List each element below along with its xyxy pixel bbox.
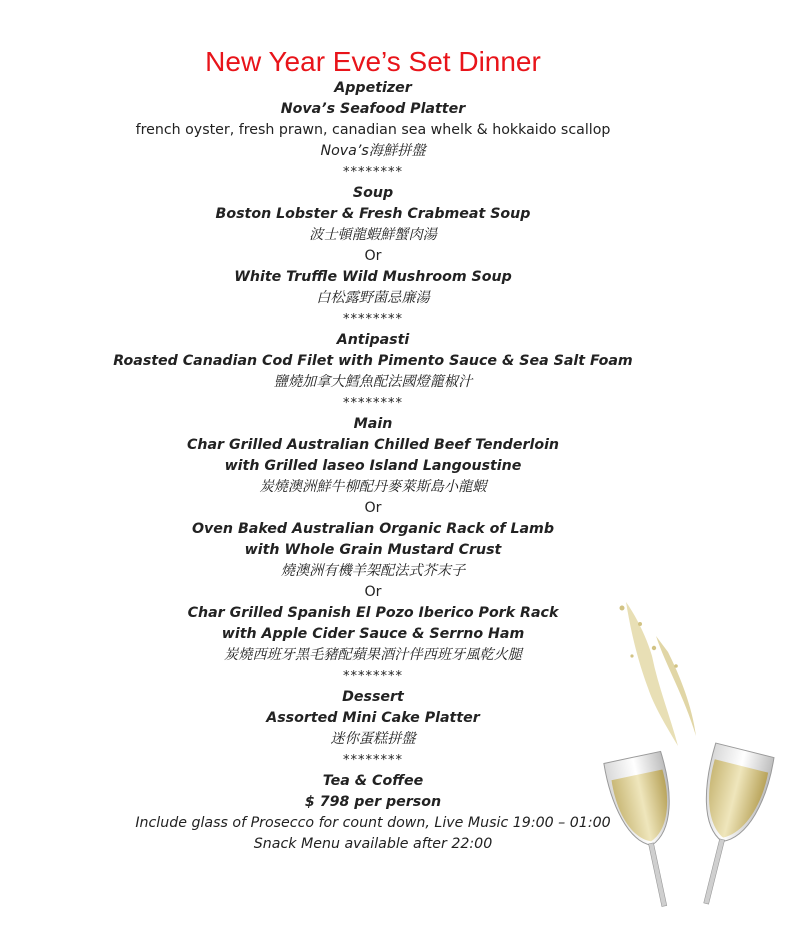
menu-line: $ 798 per person [304, 794, 442, 810]
menu-line: with Grilled laseo Island Langoustine [224, 458, 522, 474]
menu-line: Oven Baked Australian Organic Rack of Lamb [191, 521, 555, 537]
menu-line: Char Grilled Spanish El Pozo Iberico Pork Rack [187, 605, 559, 621]
section-separator: ******** [343, 312, 403, 327]
menu-line: Or [364, 500, 382, 516]
menu-line: Nova’s海鮮拼盤 [320, 143, 426, 159]
champagne-glasses-icon [596, 596, 792, 918]
menu-line: Snack Menu available after 22:00 [253, 836, 493, 852]
menu-line: Char Grilled Australian Chilled Beef Tenderloin [186, 437, 560, 453]
menu-line: french oyster, fresh prawn, canadian sea whelk & hokkaido scallop [135, 122, 611, 138]
menu-line: Appetizer [334, 80, 412, 96]
menu-line: 燒澳洲有機羊架配法式芥末子 [280, 563, 466, 579]
section-separator: ******** [343, 669, 403, 684]
menu-line: Tea & Coffee [322, 773, 424, 789]
menu-line: Include glass of Prosecco for count down, Live Music 19:00 – 01:00 [135, 815, 611, 831]
menu-title: New Year Eve’s Set Dinner [205, 46, 541, 77]
section-separator: ******** [343, 753, 403, 768]
menu-line: 炭燒西班牙黑毛豬配蘋果酒汁伴西班牙風乾火腿 [224, 647, 522, 663]
section-separator: ******** [343, 396, 403, 411]
menu-line: Or [364, 248, 382, 264]
menu-line: Assorted Mini Cake Platter [266, 710, 480, 726]
menu-line: 炭燒澳洲鮮牛柳配丹麥萊斯島小龍蝦 [259, 479, 487, 495]
menu-line: 鹽燒加拿大鱈魚配法國燈籠椒汁 [273, 374, 473, 390]
menu-line: Or [364, 584, 382, 600]
menu-line: White Truffle Wild Mushroom Soup [234, 269, 512, 285]
menu-line: Soup [352, 185, 394, 201]
menu-line: Dessert [342, 689, 404, 705]
menu-line: Nova’s Seafood Platter [280, 101, 466, 117]
menu-line: Boston Lobster & Fresh Crabmeat Soup [215, 206, 531, 222]
menu-line: Main [353, 416, 393, 432]
menu-line: with Apple Cider Sauce & Serrno Ham [221, 626, 525, 642]
menu-line: 迷你蛋糕拼盤 [330, 731, 416, 747]
menu-line: with Whole Grain Mustard Crust [244, 542, 502, 558]
menu-line: Antipasti [336, 332, 410, 348]
menu-line: Roasted Canadian Cod Filet with Pimento Sauce & Sea Salt Foam [113, 353, 633, 369]
menu-line: 波士頓龍蝦鮮蟹肉湯 [309, 227, 437, 243]
section-separator: ******** [343, 165, 403, 180]
menu-line: 白松露野菌忌廉湯 [316, 290, 430, 306]
